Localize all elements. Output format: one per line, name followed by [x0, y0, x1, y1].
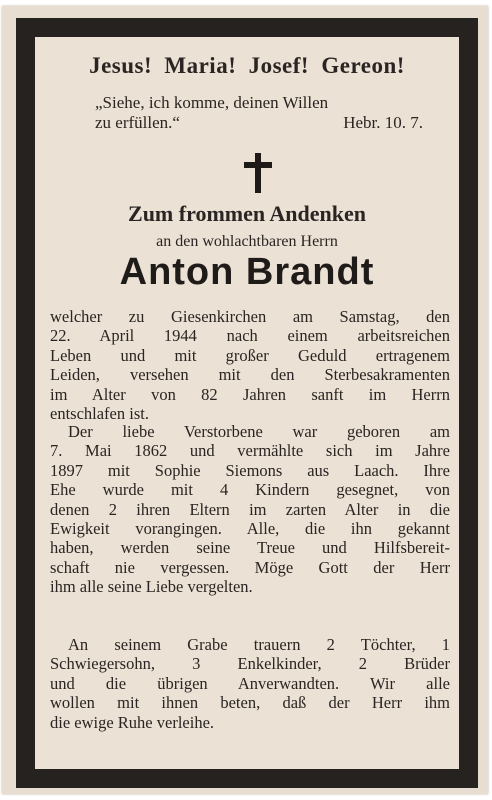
- text-line: Ewigkeit vorangingen. Alle, die ihn gekannt: [50, 519, 450, 539]
- text-line: Leben und mit großer Geduld ertragenem: [50, 345, 450, 365]
- text-line: Schwiegersohn, 3 Enkelkinder, 2 Brüder: [50, 654, 450, 674]
- text-line: denen 2 ihren Eltern im zarten Alter in die: [50, 499, 450, 519]
- black-mourning-border: [16, 18, 478, 788]
- invocation-line: [35, 53, 459, 79]
- invocation-josef: Josef!: [248, 53, 310, 78]
- text-line: Der liebe Verstorbene war geboren am: [68, 422, 450, 441]
- memorial-card: [2, 6, 488, 794]
- text-line: Leiden, versehen mit den Sterbesakramenten: [50, 365, 450, 385]
- verse-reference: Hebr. 10. 7.: [343, 113, 423, 132]
- text-line: 7. Mai 1862 und vermählte sich im Jahre: [50, 441, 450, 461]
- invocation-maria: Maria!: [164, 53, 237, 78]
- text-line: 22. April 1944 nach einem arbeitsreichen: [50, 326, 450, 346]
- paragraph-mourners: [50, 635, 450, 732]
- paragraph-biography: [50, 422, 450, 597]
- bible-verse: [95, 93, 435, 133]
- deceased-name: Anton Brandt: [119, 251, 375, 293]
- text-line: im Alter von 82 Jahren sanft im Herrn: [50, 384, 450, 404]
- text-line: haben, werden seine Treue und Hilfsbereit-: [50, 538, 450, 558]
- invocation-gereon: Gereon!: [321, 53, 405, 78]
- text-line: Ehe wurde mit 4 Kindern gesegnet, von: [50, 480, 450, 500]
- memorial-heading: Zum frommen Andenken: [128, 201, 366, 226]
- cross-icon: [244, 153, 272, 193]
- text-line: wollen mit ihnen beten, daß der Herr ihm: [50, 693, 450, 713]
- paragraph-death-notice: [50, 307, 450, 423]
- text-line: ihm alle seine Liebe vergelten.: [50, 577, 253, 597]
- text-line: entschlafen ist.: [50, 404, 149, 424]
- verse-line-1: „Siehe, ich komme, deinen Willen: [95, 93, 329, 112]
- text-line: schaft nie vergessen. Möge Gott der Herr: [50, 557, 450, 577]
- text-line: An seinem Grabe trauern 2 Töchter, 1: [68, 635, 450, 654]
- text-line: und die übrigen Anverwandten. Wir alle: [50, 673, 450, 693]
- text-line: die ewige Ruhe verleihe.: [50, 712, 215, 732]
- verse-line-2: zu erfüllen.“: [95, 113, 180, 132]
- honorific-line: an den wohlachtbaren Herrn: [156, 233, 338, 250]
- text-line: welcher zu Giesenkirchen am Samstag, den: [50, 307, 450, 326]
- text-line: 1897 mit Sophie Siemons aus Laach. Ihre: [50, 460, 450, 480]
- invocation-jesus: Jesus!: [89, 53, 153, 78]
- card-content: [35, 37, 459, 769]
